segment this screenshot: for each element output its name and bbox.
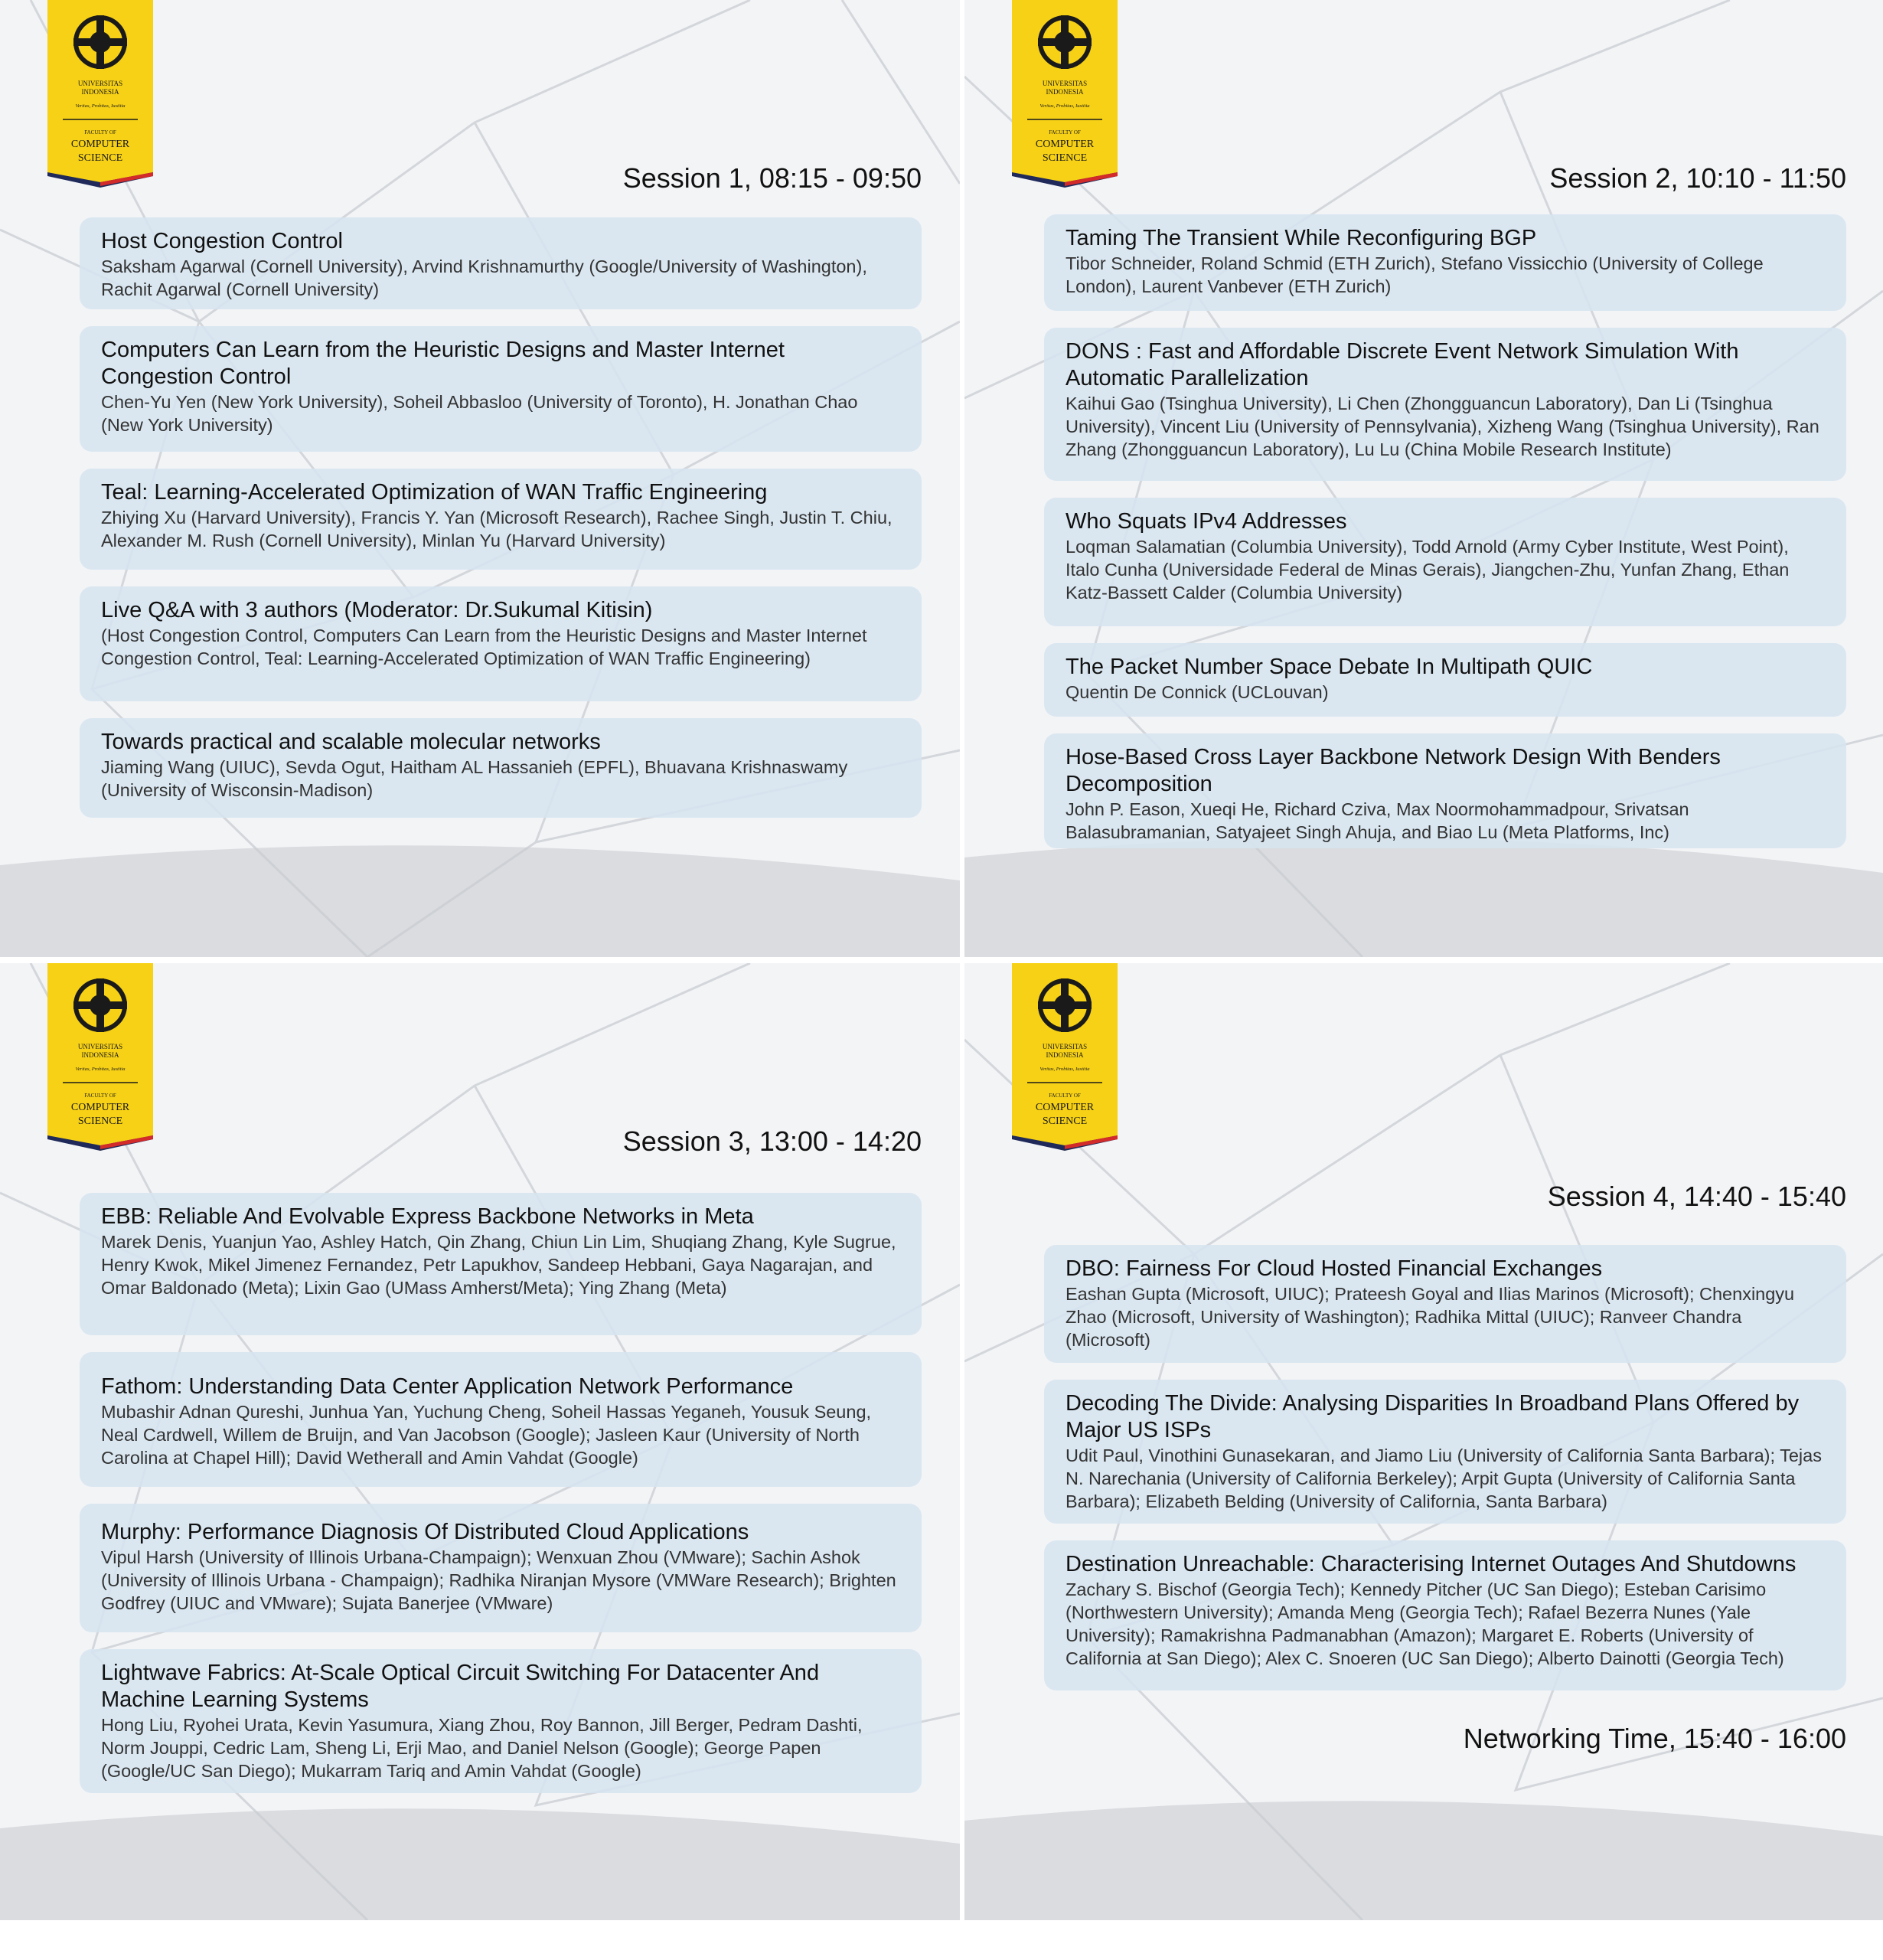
paper-card [80,1649,922,1793]
paper-list [80,217,922,818]
svg-text:FACULTY OF: FACULTY OF [84,1093,116,1099]
paper-title: Computers Can Learn from the Heuristic Designs and Master Internet Congestion Control [101,338,785,389]
paper-authors: Jiaming Wang (UIUC), Sevda Ogut, Haitham AL Hassanieh (EPFL), Bhuavana Krishnaswamy (University of Wisconsin-Madison) [101,757,848,800]
paper-title: The Packet Number Space Debate In Multipath QUIC [1066,655,1593,679]
paper-card [80,1504,922,1632]
session-heading: Session 3, 13:00 - 14:20 [622,1125,922,1157]
svg-text:INDONESIA: INDONESIA [1046,88,1084,96]
paper-title: EBB: Reliable And Evolvable Express Backbone Networks in Meta [101,1204,754,1229]
svg-text:INDONESIA: INDONESIA [81,88,119,96]
paper-list [1044,214,1846,848]
svg-text:Veritas, Probitas, Iustitia: Veritas, Probitas, Iustitia [75,103,126,109]
svg-text:COMPUTER: COMPUTER [70,139,130,150]
university-logo [1012,0,1118,188]
svg-text:COMPUTER: COMPUTER [1035,1102,1095,1113]
paper-card [1044,733,1846,848]
paper-card [80,586,922,701]
session-panel-1 [0,0,960,957]
session-panel-3 [0,963,960,1920]
paper-card [1044,1245,1846,1363]
session-heading: Session 2, 10:10 - 11:50 [1549,162,1846,194]
svg-text:FACULTY OF: FACULTY OF [1049,129,1081,136]
paper-title: Taming The Transient While Reconfiguring BGP [1066,226,1537,250]
svg-text:Veritas, Probitas, Iustitia: Veritas, Probitas, Iustitia [1039,1067,1090,1072]
paper-authors: Udit Paul, Vinothini Gunasekaran, and Jiamo Liu (University of California Santa Barbara); Tejas N. Narechania (University of California Berkeley); Arpit Gupta (University of California Santa Barbara); Elizabeth Belding (University of California, Santa Barbara) [1066,1446,1822,1511]
paper-title: Live Q&A with 3 authors (Moderator: Dr.Sukumal Kitisin) [101,598,653,622]
svg-text:UNIVERSITAS: UNIVERSITAS [1042,1043,1088,1050]
paper-authors: Zhiying Xu (Harvard University), Francis Y. Yan (Microsoft Research), Rachee Singh, Justin T. Chiu, Alexander M. Rush (Cornell University), Minlan Yu (Harvard University) [101,508,893,550]
paper-title: Lightwave Fabrics: At-Scale Optical Circuit Switching For Datacenter And Machine Learning Systems [101,1661,820,1712]
paper-authors: Marek Denis, Yuanjun Yao, Ashley Hatch, Qin Zhang, Chiun Lin Lim, Shuqiang Zhang, Kyle Sugrue, Henry Kwok, Mikel Jimenez Fernandez, Petr Lapukhov, Sandeep Hebbani, Gaya Nagarajan, and Omar Baldonado (Meta); Lixin Gao (UMass Amherst/Meta); Ying Zhang (Meta) [101,1232,896,1298]
paper-list [80,1193,922,1793]
paper-authors: Chen-Yu Yen (New York University), Soheil Abbasloo (University of Toronto), H. Jonathan Chao (New York University) [101,392,858,435]
paper-card [1044,1540,1846,1690]
paper-title: Fathom: Understanding Data Center Application Network Performance [101,1374,794,1399]
paper-authors: Quentin De Connick (UCLouvan) [1066,682,1329,702]
paper-authors: Eashan Gupta (Microsoft, UIUC); Prateesh Goyal and Ilias Marinos (Microsoft); Chenxingyu Zhao (Microsoft, University of Washington); Radhika Mittal (UIUC); Ranveer Chandra (Microsoft) [1066,1284,1795,1350]
paper-card [1044,498,1846,626]
session-heading: Session 1, 08:15 - 09:50 [622,162,922,194]
session-panel-2 [964,0,1883,957]
paper-title: DBO: Fairness For Cloud Hosted Financial Exchanges [1066,1256,1603,1281]
svg-text:UNIVERSITAS: UNIVERSITAS [1042,80,1088,87]
paper-authors: Loqman Salamatian (Columbia University), Todd Arnold (Army Cyber Institute, West Point), Italo Cunha (Universidade Federal de Minas Gerais), Jiangchen-Zhu, Yunfan Zhang, Ethan Katz-Bassett Calder (Columbia University) [1066,537,1790,603]
paper-title: Towards practical and scalable molecular networks [101,730,601,754]
paper-authors: Vipul Harsh (University of Illinois Urbana-Champaign); Wenxuan Zhou (VMware); Sachin Ashok (University of Illinois Urbana - Champaign); Radhika Niranjan Mysore (VMWare Research); Brighten Godfrey (UIUC and VMware); Sujata Banerjee (VMware) [101,1547,896,1613]
session-heading: Session 4, 14:40 - 15:40 [1547,1181,1846,1212]
svg-text:COMPUTER: COMPUTER [1035,139,1095,150]
networking-time-heading: Networking Time, 15:40 - 16:00 [1463,1723,1846,1754]
paper-card [80,718,922,818]
svg-text:INDONESIA: INDONESIA [81,1051,119,1059]
paper-title: DONS : Fast and Affordable Discrete Event Network Simulation With Automatic Parallelization [1066,339,1739,390]
paper-authors: Zachary S. Bischof (Georgia Tech); Kennedy Pitcher (UC San Diego); Esteban Carisimo (Northwestern University); Amanda Meng (Georgia Tech); Rafael Bezerra Nunes (Yale University); Ramakrishna Padmanabhan (Amazon); Margaret E. Roberts (University of California at San Diego); Alex C. Snoeren (UC San Diego); Alberto Dainotti (Georgia Tech) [1066,1579,1784,1668]
logo-university-text: UNIVERSITAS [77,80,123,87]
svg-text:Veritas, Probitas, Iustitia: Veritas, Probitas, Iustitia [1039,103,1090,109]
svg-text:UNIVERSITAS: UNIVERSITAS [77,1043,123,1050]
paper-authors: Mubashir Adnan Qureshi, Junhua Yan, Yuchung Cheng, Soheil Hassas Yeganeh, Yousuk Seung, Neal Cardwell, Willem de Bruijn, and Van Jacobson (Google); Jasleen Kaur (University of North Carolina at Chapel Hill); David Wetherall and Amin Vahdat (Google) [101,1402,872,1468]
paper-authors: Kaihui Gao (Tsinghua University), Li Chen (Zhongguancun Laboratory), Dan Li (Tsinghua University), Vincent Liu (University of Pennsylvania), Xizheng Wang (Tsinghua University), Ran Zhang (Zhongguancun Laboratory), Lu Lu (China Mobile Research Institute) [1066,394,1819,459]
paper-card [80,1193,922,1335]
paper-title: Hose-Based Cross Layer Backbone Network Design With Benders Decomposition [1066,745,1721,796]
paper-card [1044,214,1846,311]
paper-card [80,326,922,452]
paper-card [80,469,922,570]
svg-text:FACULTY OF: FACULTY OF [84,129,116,136]
paper-authors: Hong Liu, Ryohei Urata, Kevin Yasumura, Xiang Zhou, Roy Bannon, Jill Berger, Pedram Dashti, Norm Jouppi, Cedric Lam, Sheng Li, Erji Mao, and Daniel Nelson (Google); George Papen (Google/UC San Diego); Mukarram Tariq and Amin Vahdat (Google) [101,1715,863,1781]
svg-text:SCIENCE: SCIENCE [77,1116,123,1127]
paper-title: Teal: Learning-Accelerated Optimization of WAN Traffic Engineering [101,480,768,505]
svg-text:FACULTY OF: FACULTY OF [1049,1093,1081,1099]
paper-title: Destination Unreachable: Characterising Internet Outages And Shutdowns [1066,1552,1797,1576]
paper-title: Murphy: Performance Diagnosis Of Distributed Cloud Applications [101,1520,749,1544]
paper-title: Who Squats IPv4 Addresses [1066,509,1347,534]
university-logo [47,963,153,1151]
session-panel-4 [964,963,1883,1920]
paper-card [1044,643,1846,717]
paper-title: Host Congestion Control [101,229,343,253]
paper-authors: Saksham Agarwal (Cornell University), Arvind Krishnamurthy (Google/University of Washington), Rachit Agarwal (Cornell University) [101,256,867,299]
paper-card [1044,1380,1846,1524]
paper-authors: John P. Eason, Xueqi He, Richard Cziva, Max Noormohammadpour, Srivatsan Balasubramanian, Satyajeet Singh Ahuja, and Biao Lu (Meta Platforms, Inc) [1066,799,1689,842]
paper-card [80,217,922,309]
university-logo [47,0,153,188]
paper-authors: (Host Congestion Control, Computers Can Learn from the Heuristic Designs and Master Internet Congestion Control, Teal: Learning-Accelerated Optimization of WAN Traffic Engineering) [101,626,867,668]
svg-text:COMPUTER: COMPUTER [70,1102,130,1113]
svg-text:INDONESIA: INDONESIA [1046,1051,1084,1059]
paper-authors: Tibor Schneider, Roland Schmid (ETH Zurich), Stefano Vissicchio (University of College London), Laurent Vanbever (ETH Zurich) [1066,253,1764,296]
svg-text:SCIENCE: SCIENCE [1042,1116,1088,1127]
svg-text:SCIENCE: SCIENCE [77,152,123,164]
paper-list [1044,1245,1846,1690]
paper-card [1044,328,1846,481]
svg-text:Veritas, Probitas, Iustitia: Veritas, Probitas, Iustitia [75,1067,126,1072]
paper-card [80,1352,922,1487]
paper-title: Decoding The Divide: Analysing Disparities In Broadband Plans Offered by Major US ISPs [1066,1391,1800,1442]
university-logo [1012,963,1118,1151]
svg-text:SCIENCE: SCIENCE [1042,152,1088,164]
